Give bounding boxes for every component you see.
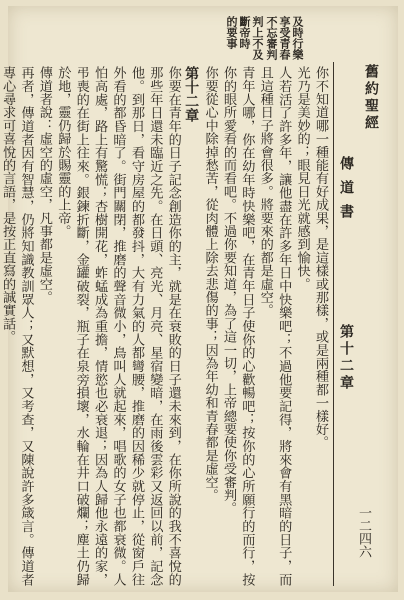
margin-note-line: 不忘審判	[265, 16, 278, 60]
margin-note-line: 斷帝時	[238, 16, 251, 49]
verse-paragraph: 光乃是美妙的；眼見日光就感到愉快。	[294, 66, 310, 291]
margin-note-judgment	[225, 16, 264, 60]
verse-paragraph: 人若活了許多年，讓他盡在許多年日中快樂吧；不過他要記得，將來會有黑暗的日子，而且這種日子將會很多。將要來的都是虛空。	[257, 66, 292, 586]
book-title: 舊約聖經	[363, 64, 379, 132]
page-number: 一二四六	[356, 506, 371, 558]
verse-paragraph: 再者，傳道者因有智慧，仍將知識教訓眾人；又默想，又考查，又陳說許多箴言。傳道者專心尋求可喜悅的言語，是按正直寫的誠實話。	[0, 66, 34, 586]
margin-note-youth	[265, 16, 304, 60]
verse-paragraph: 青年人哪，你在幼年時快樂吧，在青年日子使你的心歡暢吧；按你的心所願行的而行，按你的眼所愛看的而看吧。不過你要知道，為了這一切，上帝總要使你受審判。	[220, 66, 255, 586]
chapter-label: 第十二章	[338, 324, 354, 392]
scanned-page	[0, 6, 398, 592]
margin-note-line: 及時行樂	[291, 16, 304, 60]
section-title: 傳道書	[338, 156, 354, 228]
verse-paragraph: 你要從心中除掉愁苦，從肉體上除去悲傷的事；因為年幼和青春都是虛空。	[202, 66, 218, 502]
margin-note-line: 享受青春	[278, 16, 291, 60]
margin-note-line: 判上不及	[251, 16, 264, 60]
margin-note-line: 的要事	[225, 16, 238, 49]
verse-paragraph: 傳道者說：虛空的虛空，凡事都是虛空。	[36, 66, 52, 304]
header-divider-rule	[333, 62, 334, 586]
verse-paragraph: 你要在青年的日子記念創造你的主，就是在衰敗的日子還未來到，在你所說的我不喜悅的那些年日還未臨近之先。在日頭、亮光、月亮、星宿變暗，在雨後雲彩又返回以前，記念他。到那日，看守房屋的都發抖，大有力氣的人都彎腰，推磨的因稀少就停止，從窗戶往外看的都昏暗了。街門關閉，推磨的聲音微小，鳥叫人就起來，唱歌的女子也都衰微。人怕高處，路上有驚慌；杏樹開花，蚱蜢成為重擔，情慾也必衰退；因為人歸他永遠的家，弔喪的在街上往來。銀鍊折斷，金罐破裂，瓶子在泉旁損壞，水輪在井口破爛；塵土仍歸於地，靈仍歸於賜靈的上帝。	[55, 66, 181, 586]
verse-paragraph: 你不知道哪一種能有好成果，是這樣或那樣，或是兩種都一樣好。	[313, 66, 328, 449]
scripture-body	[0, 66, 329, 586]
chapter-heading: 第十二章	[183, 66, 200, 122]
